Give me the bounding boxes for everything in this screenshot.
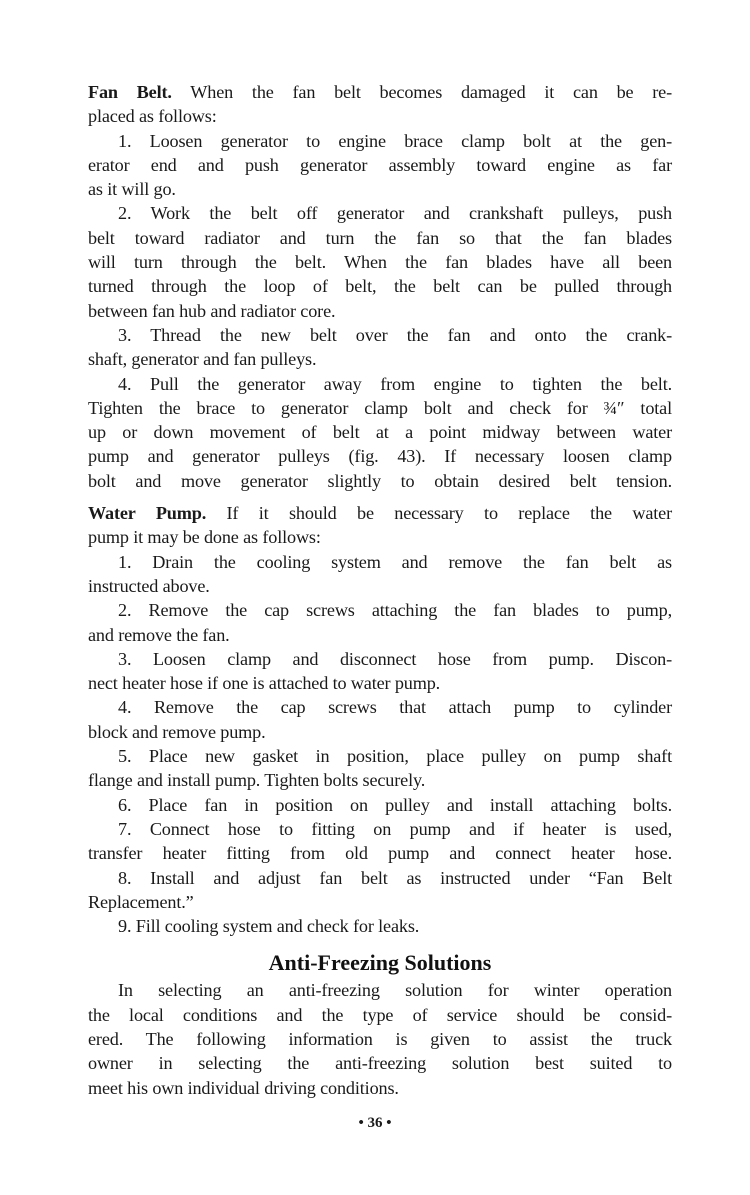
fan-belt-step-1: 1. Loosen generator to engine brace clamp bolt at the gen- erator end and push generator assembly toward engine as far as it will go. [88, 130, 672, 200]
water-pump-step-3: 3. Loosen clamp and disconnect hose from pump. Discon- nect heater hose if one is attached to water pump. [88, 648, 672, 694]
fan-belt-heading: Fan Belt. [88, 82, 172, 102]
water-pump-step-4: 4. Remove the cap screws that attach pump to cylinder block and remove pump. [88, 697, 672, 742]
anti-freezing-title: Anti-Freezing Solutions [268, 950, 492, 976]
section-spacer [88, 493, 672, 501]
water-pump-step-7: 7. Connect hose to fitting on pump and if heater is used, transfer heater fitting from old pump and connect heater hose. [88, 818, 672, 864]
water-pump-step-6: 6. Place fan in position on pulley and install attaching bolts. [118, 794, 672, 815]
water-pump-step-2: 2. Remove the cap screws attaching the fan blades to pump, and remove the fan. [88, 600, 672, 645]
anti-freezing-section: Anti-Freezing Solutions In selecting an anti-freezing solution for winter operation the local conditions and the type of service should be consid- ered. The following information is given to assist the truck owner in selecting the anti-freezing solution best suited to meet his own individual driving conditions. [88, 950, 672, 1098]
fan-belt-section [88, 80, 672, 493]
water-pump-step-8: 8. Install and adjust fan belt as instructed under “Fan Belt Replacement.” [88, 867, 672, 912]
water-pump-heading: Water Pump. [88, 503, 207, 524]
manual-page [88, 80, 672, 1100]
water-pump-step-5: 5. Place new gasket in position, place pulley on pump shaft flange and install pump. Tighten bolts securely. [88, 746, 672, 791]
water-pump-step-1: 1. Drain the cooling system and remove the fan belt as instructed above. [88, 551, 672, 596]
water-pump-intro-line-1: Water Pump. If it should be necessary to replace the water [88, 503, 672, 524]
water-pump-intro-line-2: pump it may be done as follows: [88, 527, 321, 548]
fan-belt-step-3: 3. Thread the new belt over the fan and onto the crank- shaft, generator and fan pulleys. [88, 324, 672, 370]
fan-belt-intro-line-1: Fan Belt. When the fan belt becomes damaged it can be re- [88, 82, 672, 102]
water-pump-step-9: 9. Fill cooling system and check for leaks. [118, 916, 420, 937]
water-pump-section [88, 501, 672, 938]
page-number: • 36 • [358, 1115, 392, 1131]
fan-belt-step-2: 2. Work the belt off generator and crankshaft pulleys, push belt toward radiator and turn the fan so that the fan blades will turn through the belt. When the fan blades have all been turned through the loop of belt, the belt can be pulled through between fan hub and radiator core. [88, 203, 672, 321]
fan-belt-intro-line-2: placed as follows: [88, 106, 217, 127]
fan-belt-step-4: 4. Pull the generator away from engine to tighten the belt. Tighten the brace to generator clamp bolt and check for ¾″ total up or down movement of belt at a point midway between water pump and generator pulleys (fig. 43). If necessary loosen clamp bolt and move generator slightly to obtain desired belt tension. [88, 373, 672, 491]
